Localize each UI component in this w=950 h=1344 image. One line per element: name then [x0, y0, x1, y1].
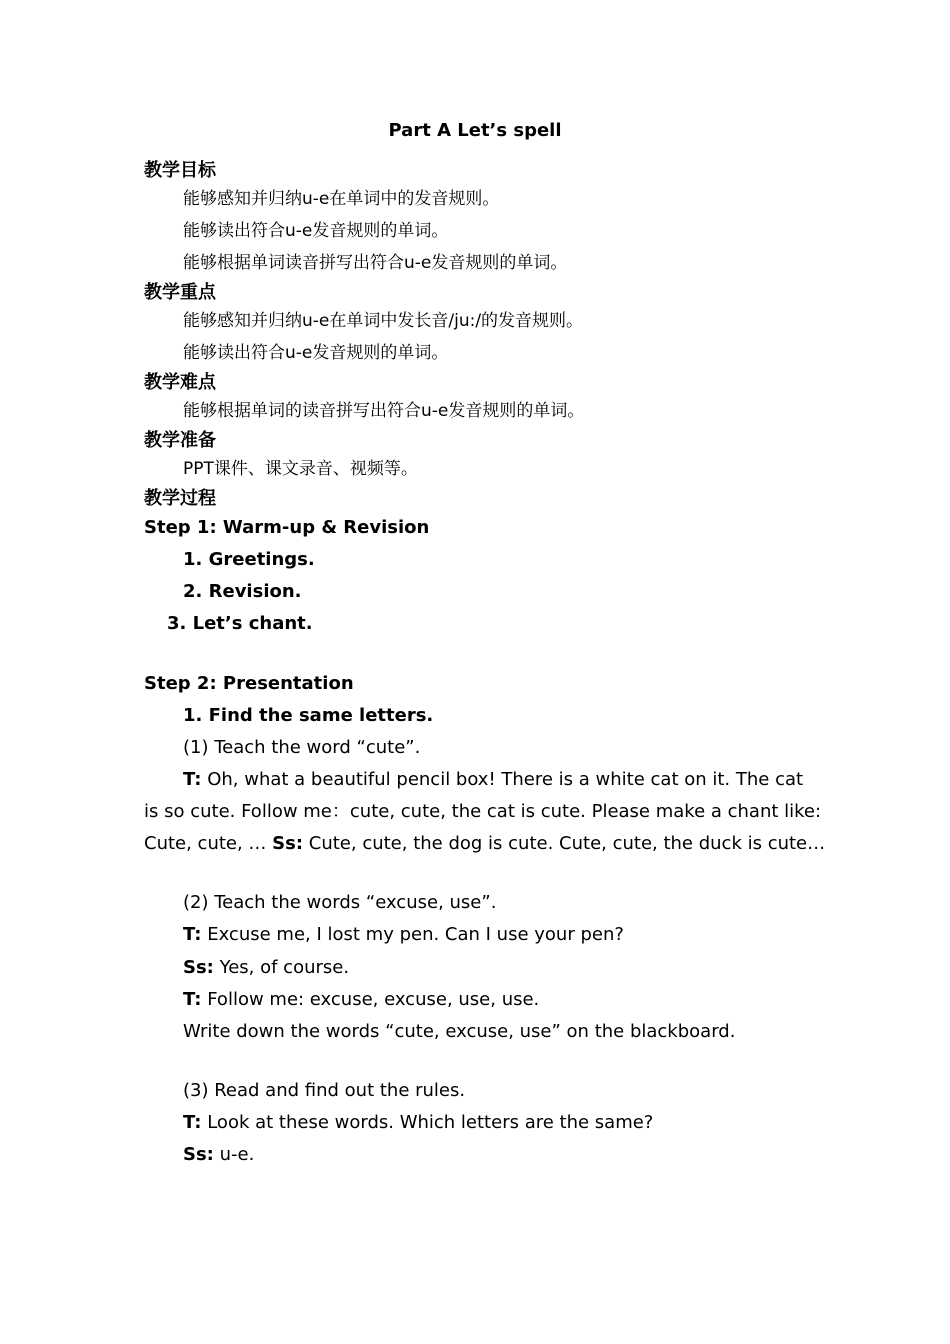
- step2-sub1: 1. Find the same letters.: [183, 705, 434, 726]
- students-label: Ss:: [183, 1144, 214, 1165]
- dialogue-text: u-e.: [213, 1144, 255, 1165]
- step1-item-chant: 3. Let’s chant.: [167, 613, 313, 634]
- part1-dialogue-line2: is so cute. Follow me：cute, cute, the cat is cute. Please make a chant like:: [144, 801, 822, 822]
- key-point-item: 能够感知并归纳u-e在单词中发长音/ju:/的发音规则。: [183, 311, 584, 331]
- dialogue-text: Oh, what a beautiful pencil box! There is a white cat on it. The cat: [201, 769, 804, 790]
- step1-item-greetings: 1. Greetings.: [183, 549, 315, 570]
- dialogue-text: Cute, cute, …: [144, 833, 273, 854]
- part3-heading: (3) Read and find out the rules.: [183, 1080, 466, 1101]
- preparation-heading: 教学准备: [144, 430, 216, 451]
- part2-students-line: [183, 956, 349, 980]
- teacher-label: T:: [183, 989, 202, 1010]
- part1-heading: (1) Teach the word “cute”.: [183, 737, 421, 758]
- dialogue-text: Cute, cute, the dog is cute. Cute, cute, the duck is cute…: [303, 833, 826, 854]
- teacher-label: T:: [183, 924, 202, 945]
- dialogue-text: Yes, of course.: [213, 957, 350, 978]
- part3-teacher-line: [183, 1111, 653, 1135]
- part2-teacher-line1: [183, 923, 624, 947]
- difficulties-heading: 教学难点: [144, 372, 216, 393]
- dialogue-text: Follow me: excuse, excuse, use, use.: [201, 989, 540, 1010]
- difficulty-item: 能够根据单词的读音拼写出符合u-e发音规则的单词。: [183, 401, 585, 421]
- step1-item-revision: 2. Revision.: [183, 581, 302, 602]
- process-heading: 教学过程: [144, 488, 216, 509]
- teacher-label: T:: [183, 1112, 202, 1133]
- part2-heading: (2) Teach the words “excuse, use”.: [183, 892, 497, 913]
- students-label: Ss:: [183, 957, 214, 978]
- part3-students-line: [183, 1143, 254, 1167]
- dialogue-text: Look at these words. Which letters are the same?: [201, 1112, 654, 1133]
- objective-item: 能够根据单词读音拼写出符合u-e发音规则的单词。: [183, 253, 568, 273]
- step1-title: Step 1: Warm-up & Revision: [144, 517, 430, 538]
- step2-title: Step 2: Presentation: [144, 673, 354, 694]
- students-label: Ss:: [272, 833, 304, 854]
- key-points-heading: 教学重点: [144, 282, 216, 303]
- page-title: Part A Let’s spell: [388, 120, 562, 141]
- part2-teacher-line2: [183, 988, 539, 1012]
- part1-dialogue-line3: [144, 832, 825, 856]
- key-point-item: 能够读出符合u-e发音规则的单词。: [183, 343, 449, 363]
- part1-dialogue-line1: [183, 768, 803, 792]
- part2-note: Write down the words “cute, excuse, use” on the blackboard.: [183, 1021, 736, 1042]
- objective-item: 能够读出符合u-e发音规则的单词。: [183, 221, 449, 241]
- objectives-heading: 教学目标: [144, 160, 216, 181]
- teacher-label: T:: [183, 769, 202, 790]
- preparation-item: PPT课件、课文录音、视频等。: [183, 459, 418, 479]
- dialogue-text: Excuse me, I lost my pen. Can I use your pen?: [201, 924, 624, 945]
- objective-item: 能够感知并归纳u-e在单词中的发音规则。: [183, 189, 500, 209]
